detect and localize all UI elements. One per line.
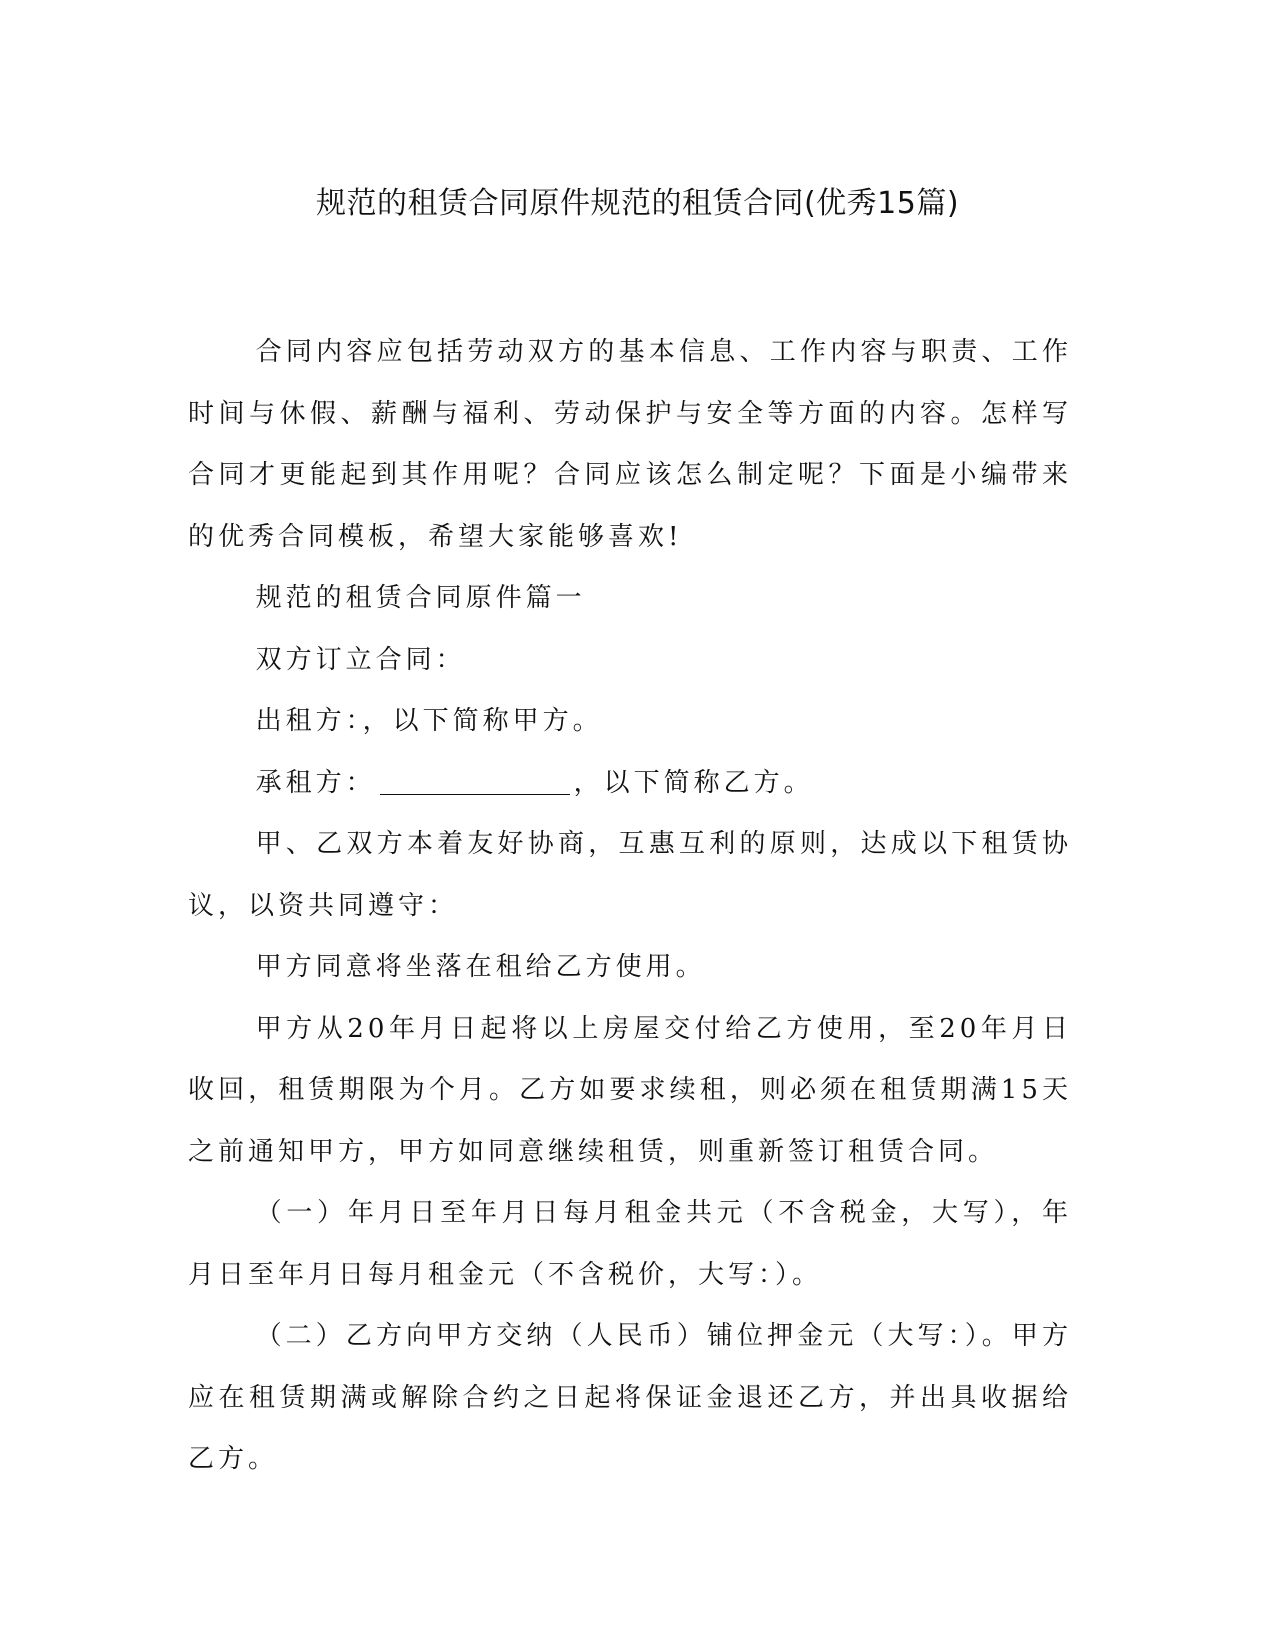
lessee-blank-underline <box>380 768 570 795</box>
premises-paragraph: 甲方同意将坐落在租给乙方使用。 <box>255 952 706 982</box>
agreement-paragraph: 甲、乙双方本着友好协商，互惠互利的原则，达成以下租赁协议，以资共同遵守： <box>188 829 1072 921</box>
lessor-line: 出租方：，以下简称甲方。 <box>255 706 603 736</box>
lessee-suffix: ，以下简称乙方。 <box>573 767 814 798</box>
document-title: 规范的租赁合同原件规范的租赁合同(优秀15篇) <box>315 186 960 221</box>
document-body <box>188 322 1072 1491</box>
lessee-line <box>188 753 1072 815</box>
lessee-label: 承租方： <box>255 767 376 798</box>
section-heading: 规范的租赁合同原件篇一 <box>255 583 586 613</box>
rent-clause-1: （一）年月日至年月日每月租金共元（不含税金，大写），年月日至年月日每月租金元（不含税价，大写：）。 <box>188 1198 1072 1290</box>
intro-paragraph: 合同内容应包括劳动双方的基本信息、工作内容与职责、工作时间与休假、薪酬与福利、劳动保护与安全等方面的内容。怎样写合同才更能起到其作用呢？合同应该怎么制定呢？下面是小编带来的优秀合同模板，希望大家能够喜欢! <box>188 337 1072 552</box>
deposit-clause-2: （二）乙方向甲方交纳（人民币）铺位押金元（大写：）。甲方应在租赁期满或解除合约之日起将保证金退还乙方，并出具收据给乙方。 <box>188 1321 1072 1474</box>
term-paragraph: 甲方从20年月日起将以上房屋交付给乙方使用，至20年月日收回，租赁期限为个月。乙方如要求续租，则必须在租赁期满15天之前通知甲方，甲方如同意继续租赁，则重新签订租赁合同。 <box>188 1013 1072 1167</box>
contract-parties-line: 双方订立合同： <box>255 644 466 675</box>
